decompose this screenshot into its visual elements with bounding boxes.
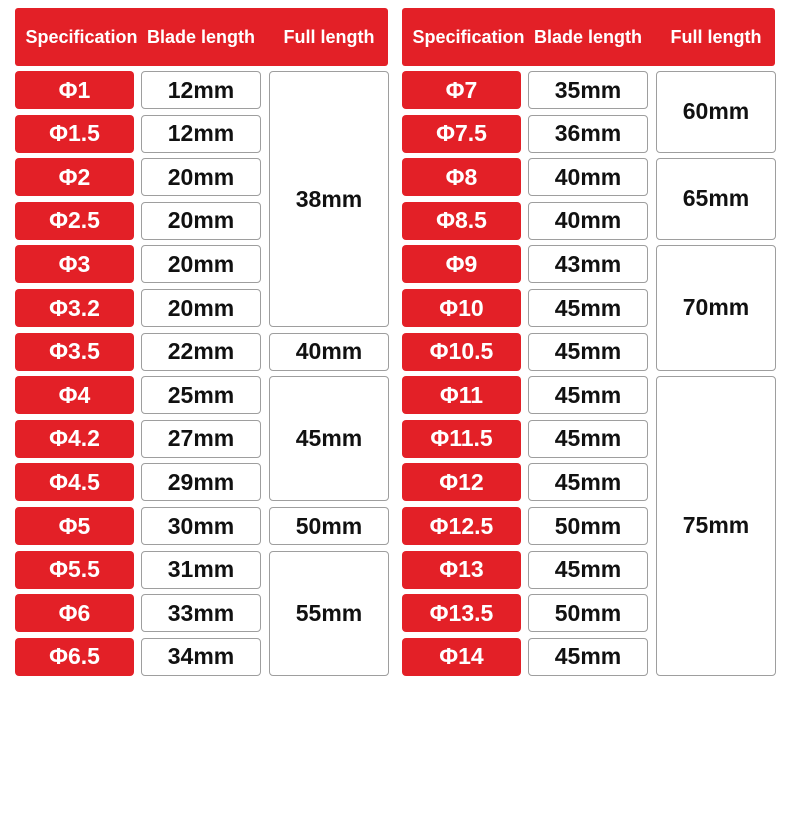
full-length-cell: 50mm xyxy=(269,507,389,545)
blade-length-cell: 45mm xyxy=(528,376,648,414)
spec-cell: Φ14 xyxy=(402,638,521,676)
blade-length-cell: 45mm xyxy=(528,420,648,458)
header-blade-length: Blade length xyxy=(533,26,642,47)
spec-cell: Φ13 xyxy=(402,551,521,589)
spec-cell: Φ11 xyxy=(402,376,521,414)
spec-cell: Φ4.2 xyxy=(15,420,134,458)
blade-length-cell: 34mm xyxy=(141,638,261,676)
spec-cell: Φ3.2 xyxy=(15,289,134,327)
spec-cell: Φ5 xyxy=(15,507,134,545)
spec-cell: Φ4.5 xyxy=(15,463,134,501)
spec-cell: Φ5.5 xyxy=(15,551,134,589)
blade-length-cell: 30mm xyxy=(141,507,261,545)
blade-length-cell: 22mm xyxy=(141,333,261,371)
blade-length-cell: 50mm xyxy=(528,594,648,632)
blade-length-cell: 12mm xyxy=(141,71,261,109)
spec-cell: Φ9 xyxy=(402,245,521,283)
full-length-cell: 60mm xyxy=(656,71,776,153)
header-blade-length: Blade length xyxy=(146,26,255,47)
header-specification: Specification xyxy=(25,26,138,47)
spec-cell: Φ13.5 xyxy=(402,594,521,632)
blade-length-cell: 45mm xyxy=(528,289,648,327)
spec-cell: Φ10 xyxy=(402,289,521,327)
full-length-cell: 40mm xyxy=(269,333,389,371)
blade-length-cell: 40mm xyxy=(528,202,648,240)
spec-cell: Φ8.5 xyxy=(402,202,521,240)
blade-length-cell: 36mm xyxy=(528,115,648,153)
blade-length-cell: 20mm xyxy=(141,158,261,196)
blade-length-cell: 12mm xyxy=(141,115,261,153)
spec-cell: Φ12.5 xyxy=(402,507,521,545)
blade-length-cell: 20mm xyxy=(141,289,261,327)
table-header-left xyxy=(15,8,388,66)
spec-cell: Φ3.5 xyxy=(15,333,134,371)
blade-length-cell: 45mm xyxy=(528,551,648,589)
spec-cell: Φ6.5 xyxy=(15,638,134,676)
blade-length-cell: 25mm xyxy=(141,376,261,414)
blade-length-cell: 33mm xyxy=(141,594,261,632)
spec-cell: Φ8 xyxy=(402,158,521,196)
spec-cell: Φ1.5 xyxy=(15,115,134,153)
spec-cell: Φ7 xyxy=(402,71,521,109)
full-length-cell: 38mm xyxy=(269,71,389,327)
table-header-right xyxy=(402,8,775,66)
spec-cell: Φ2 xyxy=(15,158,134,196)
header-full-length: Full length xyxy=(283,26,375,47)
blade-length-cell: 45mm xyxy=(528,638,648,676)
full-length-cell: 70mm xyxy=(656,245,776,370)
spec-cell: Φ1 xyxy=(15,71,134,109)
header-specification: Specification xyxy=(412,26,525,47)
blade-length-cell: 20mm xyxy=(141,245,261,283)
blade-length-cell: 31mm xyxy=(141,551,261,589)
full-length-cell: 45mm xyxy=(269,376,389,501)
spec-cell: Φ11.5 xyxy=(402,420,521,458)
spec-cell: Φ12 xyxy=(402,463,521,501)
blade-length-cell: 45mm xyxy=(528,463,648,501)
full-length-cell: 65mm xyxy=(656,158,776,240)
spec-cell: Φ4 xyxy=(15,376,134,414)
spec-cell: Φ3 xyxy=(15,245,134,283)
blade-length-cell: 20mm xyxy=(141,202,261,240)
blade-length-cell: 43mm xyxy=(528,245,648,283)
blade-length-cell: 35mm xyxy=(528,71,648,109)
blade-length-cell: 45mm xyxy=(528,333,648,371)
blade-length-cell: 40mm xyxy=(528,158,648,196)
spec-cell: Φ2.5 xyxy=(15,202,134,240)
blade-length-cell: 27mm xyxy=(141,420,261,458)
spec-cell: Φ10.5 xyxy=(402,333,521,371)
spec-cell: Φ7.5 xyxy=(402,115,521,153)
blade-length-cell: 29mm xyxy=(141,463,261,501)
spec-cell: Φ6 xyxy=(15,594,134,632)
full-length-cell: 55mm xyxy=(269,551,389,676)
full-length-cell: 75mm xyxy=(656,376,776,676)
blade-length-cell: 50mm xyxy=(528,507,648,545)
header-full-length: Full length xyxy=(670,26,762,47)
